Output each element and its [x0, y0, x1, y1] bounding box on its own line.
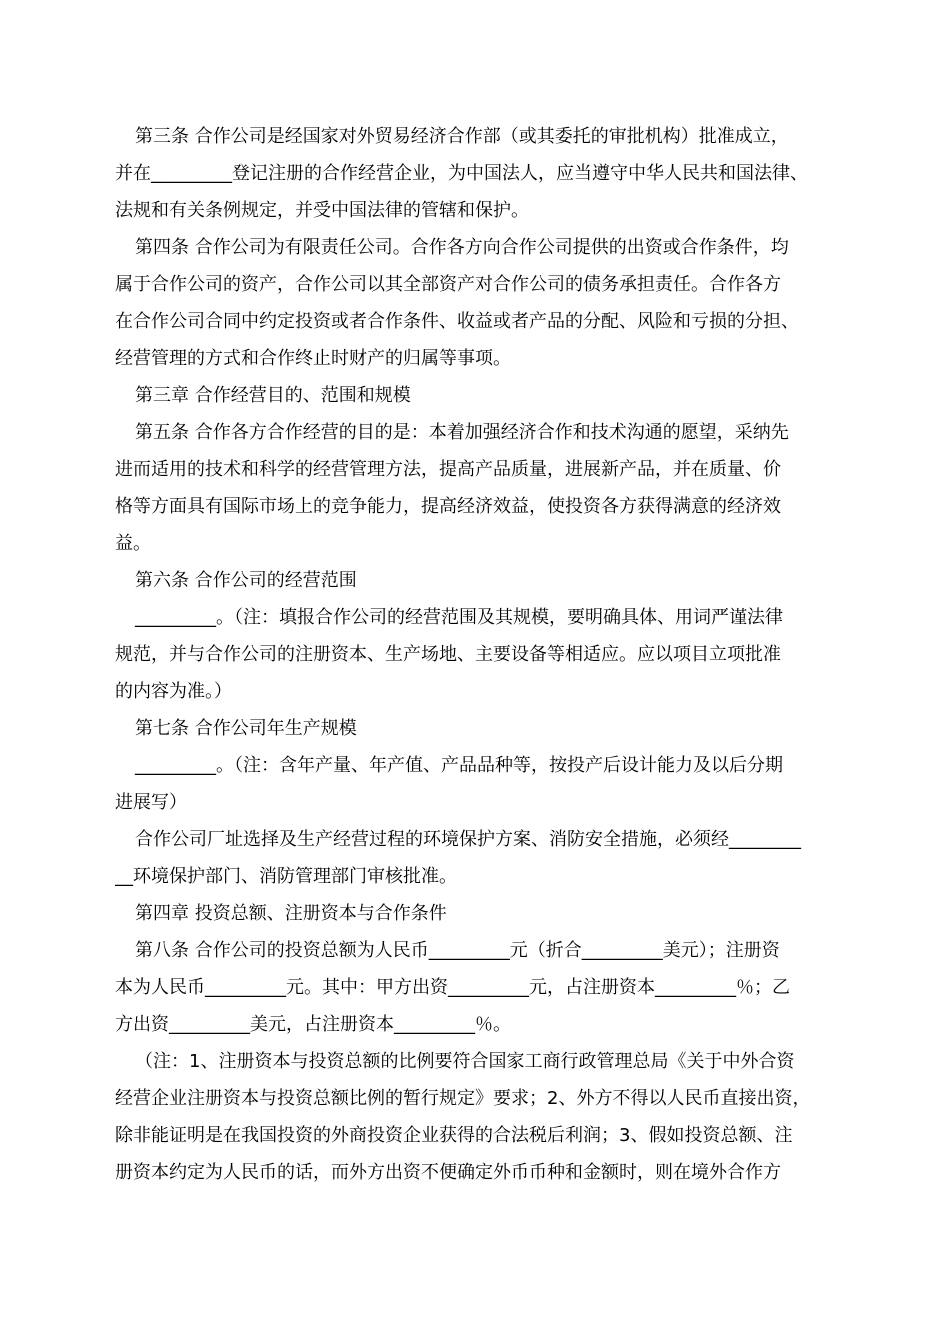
article-5-line-1: 第五条 合作各方合作经营的目的是：本着加强经济合作和技术沟通的愿望，采纳先	[135, 422, 789, 443]
article-6-line-3: 的内容为准。）	[115, 681, 232, 702]
article-8-line-1: 第八条 合作公司的投资总额为人民币_________元（折合_________美元）；注册资	[135, 940, 780, 961]
article-3-line-3: 法规和有关条例规定，并受中国法律的管辖和保护。	[115, 200, 529, 221]
note-line-1: （注：1、注册资本与投资总额的比例要符合国家工商行政管理总局《关于中外合资	[135, 1051, 795, 1072]
article-4-line-2: 属于合作公司的资产，合作公司以其全部资产对合作公司的债务承担责任。合作各方	[115, 274, 781, 295]
document-body	[115, 118, 840, 1191]
article-5-line-2: 进而适用的技术和科学的经营管理方法，提高产品质量，进展新产品，并在质量、价	[115, 459, 781, 480]
article-8-line-3: 方出资_________美元，占注册资本_________％。	[115, 1014, 511, 1035]
environment-line-1: 合作公司厂址选择及生产经营过程的环境保护方案、消防安全措施，必须经________	[135, 829, 801, 850]
article-6-line-1: _________。（注：填报合作公司的经营范围及其规模，要明确具体、用词严谨法律	[135, 607, 783, 628]
article-3-line-2: 并在_________登记注册的合作经营企业，为中国法人，应当遵守中华人民共和国法律、	[115, 163, 808, 184]
note-line-3: 除非能证明是在我国投资的外商投资企业获得的合法税后利润；3、假如投资总额、注	[115, 1125, 793, 1146]
note-line-4: 册资本约定为人民币的话，而外方出资不便确定外币币种和金额时，则在境外合作方	[115, 1162, 781, 1183]
chapter-4-heading: 第四章 投资总额、注册资本与合作条件	[135, 903, 447, 924]
article-4-line-3: 在合作公司合同中约定投资或者合作条件、收益或者产品的分配、风险和亏损的分担、	[115, 311, 799, 332]
article-7-line-2: 进展写）	[115, 792, 187, 813]
article-4-line-1: 第四条 合作公司为有限责任公司。合作各方向合作公司提供的出资或合作条件，均	[135, 237, 789, 258]
article-6-line-2: 规范，并与合作公司的注册资本、生产场地、主要设备等相适应。应以项目立项批准	[115, 644, 781, 665]
article-5-line-4: 益。	[115, 533, 151, 554]
article-5-line-3: 格等方面具有国际市场上的竞争能力，提高经济效益，使投资各方获得满意的经济效	[115, 496, 781, 517]
article-4-line-4: 经营管理的方式和合作终止时财产的归属等事项。	[115, 348, 511, 369]
article-7-line-1: _________。（注：含年产量、年产值、产品品种等，按投产后设计能力及以后分期	[135, 755, 783, 776]
article-7-heading: 第七条 合作公司年生产规模	[135, 718, 357, 739]
article-6-heading: 第六条 合作公司的经营范围	[135, 570, 357, 591]
environment-line-2: __环境保护部门、消防管理部门审核批准。	[115, 866, 457, 887]
article-8-line-2: 本为人民币_________元。其中：甲方出资_________元，占注册资本_________％；乙	[115, 977, 790, 998]
note-line-2: 经营企业注册资本与投资总额比例的暂行规定》要求；2、外方不得以人民币直接出资，	[115, 1088, 811, 1109]
article-3-line-1: 第三条 合作公司是经国家对外贸易经济合作部（或其委托的审批机构）批准成立，	[135, 126, 789, 147]
chapter-3-heading: 第三章 合作经营目的、范围和规模	[135, 385, 411, 406]
